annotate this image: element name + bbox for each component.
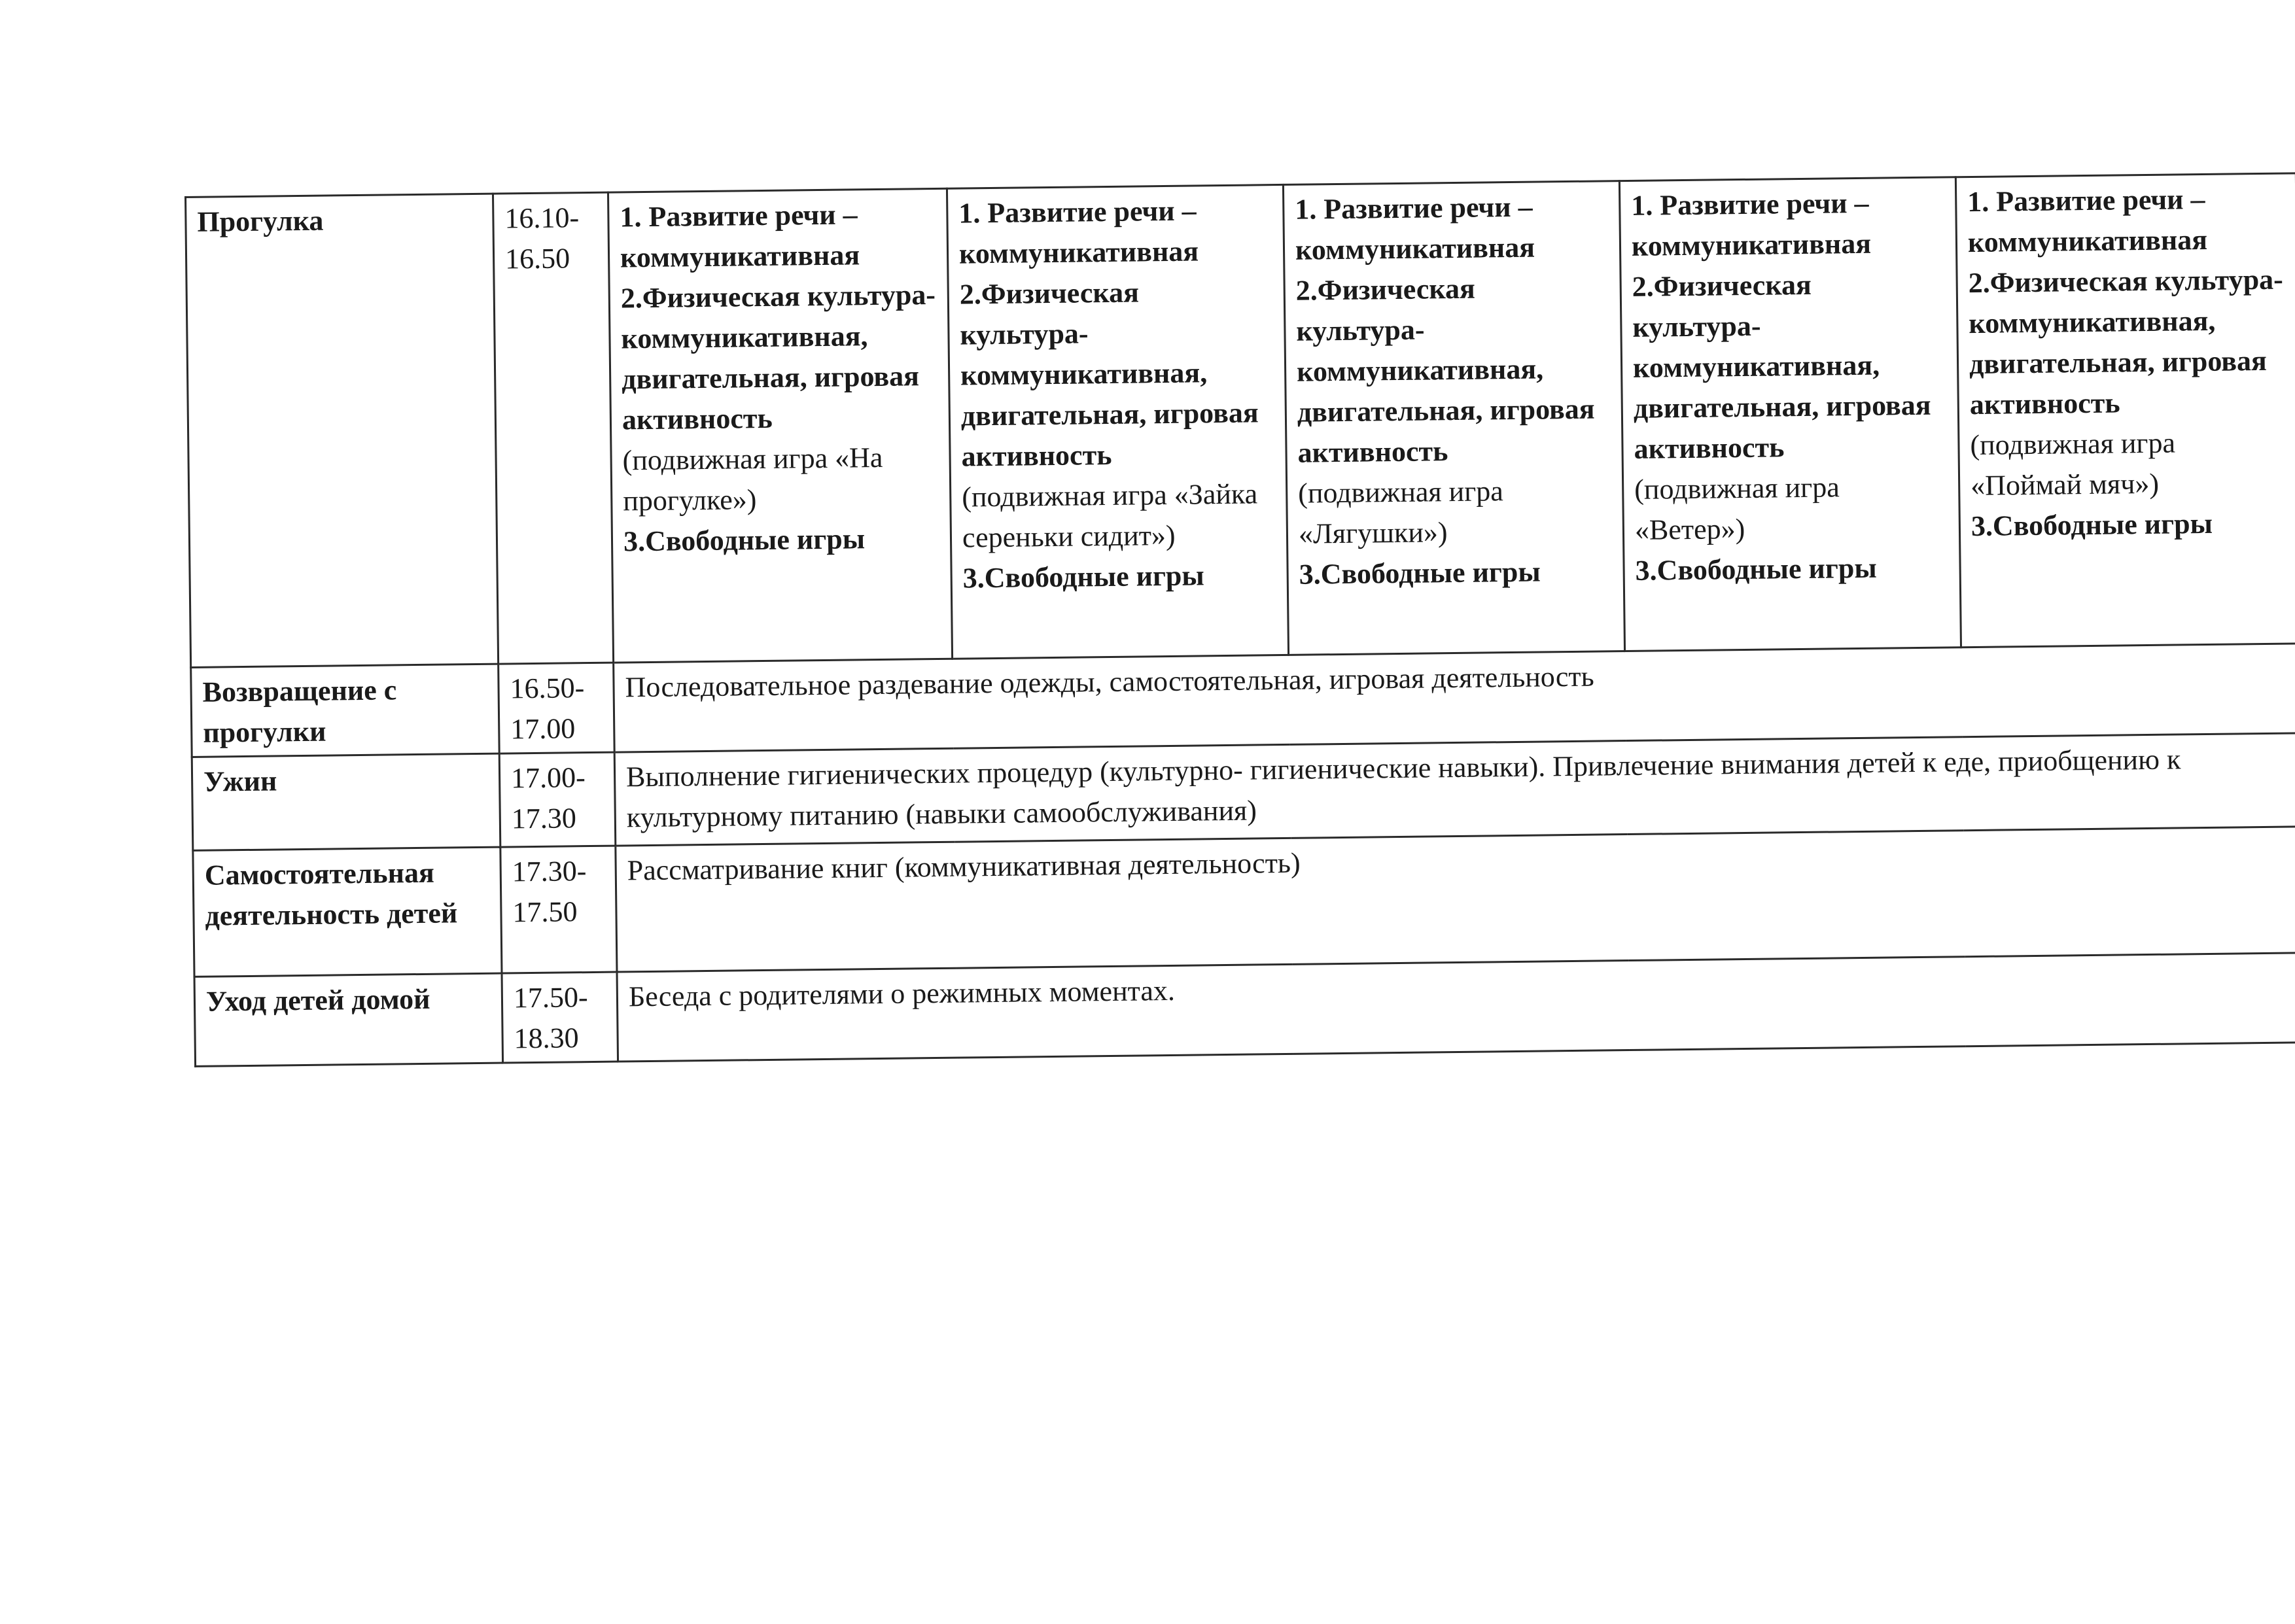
activity-label: Прогулка bbox=[197, 204, 324, 238]
time-cell bbox=[493, 192, 613, 664]
activity-label-cell bbox=[193, 847, 502, 976]
activity-item: 2.Физическая культура-коммуникативная, двигательная, игровая активность bbox=[1968, 263, 2284, 421]
time-from: 17.00- bbox=[510, 761, 586, 795]
activity-label: Возвращение с прогулки bbox=[202, 674, 397, 749]
game-note: (подвижная игра «Ветер») bbox=[1634, 471, 1840, 546]
activity-item: 2.Физическая культура-коммуникативная, двигательная, игровая активность bbox=[1632, 268, 1931, 465]
activity-label: Уход детей домой bbox=[205, 982, 430, 1018]
time-to: 17.50 bbox=[512, 895, 578, 929]
game-note: (подвижная игра «Лягушки») bbox=[1297, 475, 1504, 550]
day-activity-cell bbox=[1283, 181, 1624, 655]
table-row bbox=[186, 173, 2295, 668]
description-cell bbox=[616, 827, 2295, 972]
day-activity-cell bbox=[608, 188, 952, 663]
activity-item: коммуникативная bbox=[620, 239, 860, 274]
time-from: 16.50- bbox=[510, 672, 585, 705]
activity-description: Беседа с родителями о режимных моментах. bbox=[628, 974, 1176, 1013]
activity-description: Последовательное раздевание одежды, самостоятельная, игровая деятельность bbox=[625, 660, 1594, 704]
activity-item: коммуникативная bbox=[958, 235, 1199, 270]
activity-label-cell bbox=[186, 194, 499, 667]
activity-label-cell bbox=[194, 973, 503, 1066]
activity-description: Рассматривание книг (коммуникативная деятельность) bbox=[627, 846, 1301, 887]
activity-item: 1. Развитие речи – bbox=[1967, 182, 2205, 218]
activity-label-cell bbox=[191, 664, 500, 757]
day-activity-cell bbox=[1619, 177, 1961, 651]
activity-label: Ужин bbox=[203, 765, 277, 798]
activity-label-cell bbox=[192, 753, 500, 850]
activity-item: 3.Свободные игры bbox=[623, 523, 866, 558]
time-to: 18.30 bbox=[514, 1022, 579, 1055]
time-cell bbox=[500, 846, 617, 973]
activity-item: 1. Развитие речи – bbox=[1631, 186, 1869, 222]
day-activity-cell bbox=[1955, 173, 2295, 648]
activity-item: коммуникативная bbox=[1295, 231, 1535, 266]
time-cell bbox=[502, 972, 618, 1063]
table-row bbox=[193, 827, 2295, 977]
activity-item: 3.Свободные игры bbox=[962, 559, 1205, 595]
description-cell bbox=[614, 733, 2295, 846]
game-note: (подвижная игра «Зайка сереньки сидит») bbox=[962, 477, 1258, 554]
activity-item: коммуникативная bbox=[1967, 223, 2208, 259]
time-cell bbox=[499, 663, 615, 753]
activity-item: коммуникативная bbox=[1631, 227, 1872, 262]
description-cell bbox=[617, 953, 2295, 1062]
time-from: 17.50- bbox=[513, 981, 588, 1014]
activity-item: 3.Свободные игры bbox=[1971, 507, 2213, 543]
activity-item: 1. Развитие речи – bbox=[620, 198, 858, 233]
activity-item: 2.Физическая культура-коммуникативная, двигательная, игровая активность bbox=[620, 278, 936, 436]
time-cell bbox=[499, 752, 616, 847]
daily-schedule-table bbox=[184, 172, 2295, 1067]
day-activity-cell bbox=[947, 184, 1288, 659]
time-from: 16.10- bbox=[504, 201, 580, 235]
activity-item: 1. Развитие речи – bbox=[1295, 190, 1533, 226]
activity-description: Выполнение гигиенических процедур (культурно- гигиенические навыки). Привлечение внимания детей к еде, приобщению к культурному питанию (навыки самообслуживания) bbox=[625, 743, 2181, 834]
time-to: 16.50 bbox=[504, 242, 570, 275]
activity-item: 3.Свободные игры bbox=[1635, 551, 1877, 587]
activity-item: 3.Свободные игры bbox=[1299, 555, 1541, 591]
time-from: 17.30- bbox=[512, 855, 587, 888]
activity-item: 2.Физическая культура-коммуникативная, двигательная, игровая активность bbox=[959, 276, 1259, 473]
game-note: (подвижная игра «Поймай мяч») bbox=[1970, 426, 2176, 502]
game-note: (подвижная игра «На прогулке») bbox=[622, 441, 883, 517]
schedule-sheet bbox=[184, 172, 2295, 1067]
activity-item: 1. Развитие речи – bbox=[958, 194, 1197, 230]
activity-label: Самостоятельная деятельность детей bbox=[204, 856, 458, 932]
time-to: 17.00 bbox=[510, 712, 576, 746]
time-to: 17.30 bbox=[511, 802, 577, 835]
activity-item: 2.Физическая культура-коммуникативная, двигательная, игровая активность bbox=[1295, 272, 1595, 469]
